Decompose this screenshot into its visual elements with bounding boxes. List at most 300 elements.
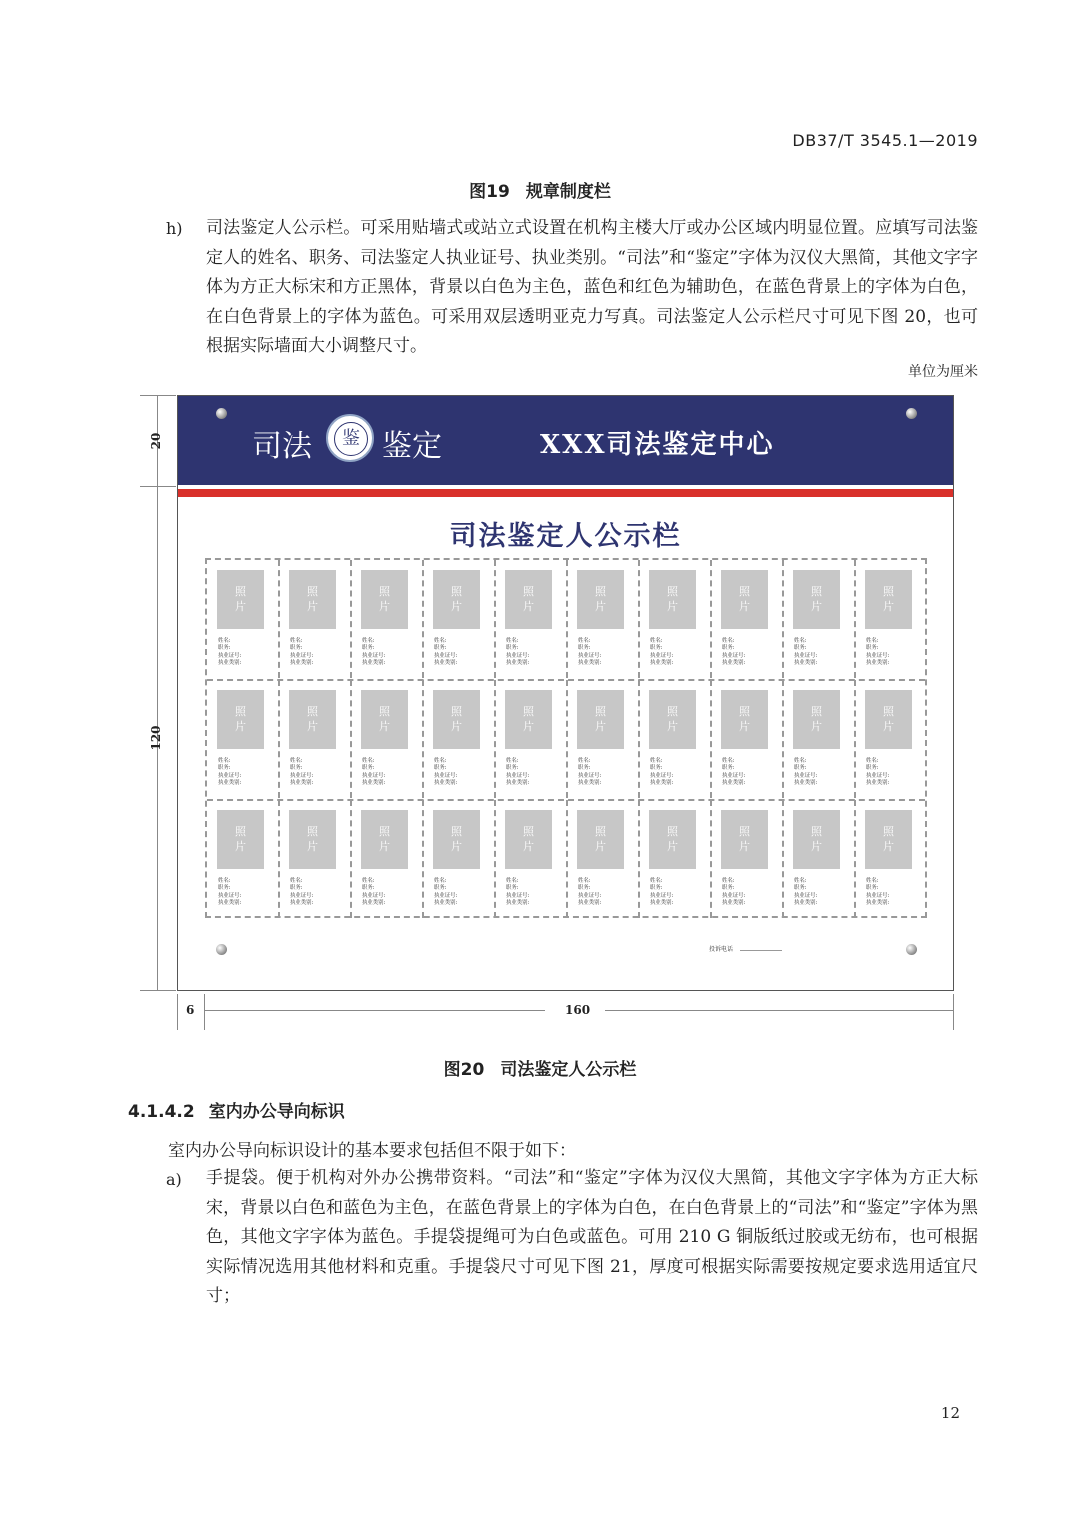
photo-placeholder — [649, 570, 696, 629]
photo-char: 片 — [667, 840, 678, 853]
info-category-label: 执业类别: — [506, 900, 530, 907]
person-info — [794, 758, 817, 788]
info-category-label: 执业类别: — [794, 900, 818, 907]
info-name-label: 姓名: — [434, 878, 447, 884]
photo-char: 片 — [739, 720, 750, 733]
photo-placeholder — [217, 810, 264, 869]
center-name: XXX司法鉴定中心 — [540, 430, 775, 460]
photo-placeholder — [721, 810, 768, 869]
info-category-label: 执业类别: — [650, 900, 674, 907]
person-info — [506, 758, 529, 788]
info-license-label: 执业证号: — [218, 892, 242, 899]
person-card — [711, 560, 783, 678]
photo-char: 照 — [235, 585, 246, 598]
photo-char: 照 — [451, 585, 462, 598]
figure19-title: 规章制度栏 — [525, 182, 611, 202]
dim-header-height: 20 — [149, 432, 163, 450]
info-name-label: 姓名: — [434, 758, 447, 764]
info-name-label: 姓名: — [722, 758, 735, 764]
complaint-phone-line — [740, 950, 782, 951]
info-position-label: 职务: — [722, 645, 735, 652]
info-position-label: 职务: — [218, 645, 231, 652]
photo-char: 片 — [451, 600, 462, 613]
info-position-label: 职务: — [578, 645, 591, 652]
photo-placeholder — [433, 570, 480, 629]
photo-placeholder — [577, 570, 624, 629]
person-card — [207, 800, 279, 918]
photo-char: 片 — [235, 840, 246, 853]
info-name-label: 姓名: — [578, 758, 591, 764]
photo-placeholder — [577, 810, 624, 869]
cell-divider — [494, 560, 496, 678]
photo-placeholder — [505, 570, 552, 629]
seal-icon — [326, 414, 374, 462]
person-card — [567, 560, 639, 678]
photo-char: 片 — [595, 600, 606, 613]
photo-char: 片 — [739, 840, 750, 853]
person-card — [423, 680, 495, 798]
info-name-label: 姓名: — [866, 638, 879, 644]
person-info — [434, 758, 457, 788]
info-license-label: 执业证号: — [506, 772, 530, 779]
photo-placeholder — [865, 570, 912, 629]
figure19-label: 图19 — [469, 182, 510, 202]
info-position-label: 职务: — [722, 885, 735, 892]
page-number: 12 — [940, 1404, 960, 1422]
person-card — [351, 800, 423, 918]
grid-row — [207, 800, 925, 918]
info-category-label: 执业类别: — [650, 660, 674, 667]
screw-icon — [216, 408, 227, 419]
person-card — [639, 800, 711, 918]
cell-divider — [350, 800, 352, 918]
info-name-label: 姓名: — [290, 638, 303, 644]
info-position-label: 职务: — [434, 885, 447, 892]
cell-divider — [566, 800, 568, 918]
info-license-label: 执业证号: — [290, 652, 314, 659]
dim-tick-top — [140, 395, 176, 396]
photo-char: 照 — [379, 705, 390, 718]
cell-divider — [566, 680, 568, 798]
photo-char: 照 — [379, 825, 390, 838]
section-heading — [128, 1097, 345, 1122]
photo-char: 照 — [451, 825, 462, 838]
info-category-label: 执业类别: — [218, 780, 242, 787]
info-category-label: 执业类别: — [218, 660, 242, 667]
info-license-label: 执业证号: — [722, 772, 746, 779]
cell-divider — [278, 680, 280, 798]
photo-char: 片 — [883, 600, 894, 613]
person-info — [578, 878, 601, 908]
cell-divider — [278, 800, 280, 918]
photo-char: 片 — [235, 720, 246, 733]
info-category-label: 执业类别: — [290, 780, 314, 787]
person-info — [722, 758, 745, 788]
cell-divider — [422, 560, 424, 678]
photo-placeholder — [577, 690, 624, 749]
info-license-label: 执业证号: — [578, 772, 602, 779]
cell-divider — [710, 560, 712, 678]
logo-text-right: 鉴定 — [382, 429, 442, 464]
info-name-label: 姓名: — [218, 758, 231, 764]
info-category-label: 执业类别: — [578, 900, 602, 907]
photo-placeholder — [289, 810, 336, 869]
item-h-text: 司法鉴定人公示栏。可采用贴墙式或站立式设置在机构主楼大厅或办公区域内明显位置。应填写司法鉴定人的姓名、职务、司法鉴定人执业证号、执业类别。“司法”和“鉴定”字体为汉仪大黑简，其他文字字体为方正大标宋和方正黑体，背景以白色为主色，蓝色和红色为辅助色，在蓝色背景上的字体为白色，在白色背景上的字体为蓝色。可采用双层透明亚克力写真。司法鉴定人公示栏尺寸可见下图 20，也可根据实际墙面大小调整尺寸。 — [206, 218, 978, 356]
cell-divider — [494, 680, 496, 798]
photo-char: 片 — [379, 720, 390, 733]
info-name-label: 姓名: — [794, 758, 807, 764]
photo-char: 照 — [739, 705, 750, 718]
photo-char: 照 — [523, 705, 534, 718]
info-position-label: 职务: — [290, 885, 303, 892]
person-card — [639, 560, 711, 678]
info-name-label: 姓名: — [290, 878, 303, 884]
photo-char: 片 — [595, 840, 606, 853]
cell-divider — [638, 560, 640, 678]
info-position-label: 职务: — [218, 765, 231, 772]
photo-char: 片 — [811, 600, 822, 613]
info-name-label: 姓名: — [650, 758, 663, 764]
cell-divider — [854, 560, 856, 678]
row-divider — [207, 679, 925, 681]
info-license-label: 执业证号: — [506, 652, 530, 659]
dim-vertical-line — [157, 395, 158, 991]
person-card — [855, 800, 927, 918]
info-position-label: 职务: — [794, 885, 807, 892]
item-a-label: a) — [166, 1170, 182, 1189]
photo-placeholder — [721, 570, 768, 629]
info-license-label: 执业证号: — [362, 772, 386, 779]
figure20-caption — [0, 1055, 1080, 1080]
info-license-label: 执业证号: — [434, 772, 458, 779]
person-card — [855, 560, 927, 678]
photo-char: 片 — [523, 600, 534, 613]
info-position-label: 职务: — [506, 645, 519, 652]
info-position-label: 职务: — [362, 885, 375, 892]
photo-char: 照 — [811, 825, 822, 838]
info-position-label: 职务: — [866, 885, 879, 892]
info-category-label: 执业类别: — [362, 660, 386, 667]
info-license-label: 执业证号: — [650, 772, 674, 779]
photo-char: 片 — [451, 840, 462, 853]
info-license-label: 执业证号: — [794, 892, 818, 899]
photo-char: 照 — [523, 585, 534, 598]
photo-char: 片 — [523, 720, 534, 733]
grid-row — [207, 560, 925, 678]
photo-placeholder — [289, 570, 336, 629]
photo-char: 片 — [523, 840, 534, 853]
person-card — [207, 560, 279, 678]
cell-divider — [422, 800, 424, 918]
info-position-label: 职务: — [650, 765, 663, 772]
person-card — [783, 800, 855, 918]
info-position-label: 职务: — [722, 765, 735, 772]
info-name-label: 姓名: — [866, 758, 879, 764]
info-name-label: 姓名: — [578, 638, 591, 644]
photo-char: 片 — [667, 600, 678, 613]
photo-placeholder — [217, 570, 264, 629]
info-position-label: 职务: — [434, 765, 447, 772]
person-info — [506, 878, 529, 908]
screw-icon — [906, 944, 917, 955]
info-license-label: 执业证号: — [794, 772, 818, 779]
person-info — [650, 758, 673, 788]
info-name-label: 姓名: — [650, 878, 663, 884]
photo-char: 照 — [523, 825, 534, 838]
photo-placeholder — [721, 690, 768, 749]
info-position-label: 职务: — [650, 885, 663, 892]
info-license-label: 执业证号: — [866, 892, 890, 899]
cell-divider — [566, 560, 568, 678]
photo-placeholder — [289, 690, 336, 749]
cell-divider — [782, 680, 784, 798]
info-license-label: 执业证号: — [362, 652, 386, 659]
person-info — [506, 638, 529, 668]
info-license-label: 执业证号: — [578, 892, 602, 899]
photo-char: 片 — [595, 720, 606, 733]
info-name-label: 姓名: — [794, 878, 807, 884]
info-category-label: 执业类别: — [866, 900, 890, 907]
info-category-label: 执业类别: — [794, 780, 818, 787]
info-license-label: 执业证号: — [434, 892, 458, 899]
photo-char: 照 — [811, 705, 822, 718]
info-name-label: 姓名: — [362, 758, 375, 764]
person-info — [362, 638, 385, 668]
photo-char: 照 — [379, 585, 390, 598]
info-license-label: 执业证号: — [434, 652, 458, 659]
standard-code: DB37/T 3545.1—2019 — [792, 131, 978, 150]
person-card — [207, 680, 279, 798]
person-info — [290, 878, 313, 908]
info-name-label: 姓名: — [218, 638, 231, 644]
cell-divider — [350, 560, 352, 678]
photo-char: 照 — [595, 585, 606, 598]
info-position-label: 职务: — [290, 645, 303, 652]
person-info — [794, 638, 817, 668]
cell-divider — [710, 680, 712, 798]
photo-placeholder — [649, 810, 696, 869]
person-info — [290, 758, 313, 788]
photo-char: 照 — [595, 705, 606, 718]
photo-char: 照 — [307, 585, 318, 598]
photo-placeholder — [649, 690, 696, 749]
intro-text: 室内办公导向标识设计的基本要求包括但不限于如下： — [168, 1141, 576, 1161]
info-name-label: 姓名: — [650, 638, 663, 644]
person-card — [783, 560, 855, 678]
info-name-label: 姓名: — [362, 638, 375, 644]
photo-char: 片 — [811, 840, 822, 853]
person-card — [567, 680, 639, 798]
person-info — [218, 878, 241, 908]
seal-glyph: 鉴 — [334, 422, 368, 456]
photo-char: 片 — [883, 840, 894, 853]
cell-divider — [782, 800, 784, 918]
photo-char: 片 — [883, 720, 894, 733]
info-position-label: 职务: — [434, 645, 447, 652]
row-divider — [207, 799, 925, 801]
photo-char: 照 — [451, 705, 462, 718]
photo-placeholder — [505, 810, 552, 869]
photo-placeholder — [793, 810, 840, 869]
photo-char: 照 — [595, 825, 606, 838]
info-name-label: 姓名: — [362, 878, 375, 884]
info-license-label: 执业证号: — [722, 652, 746, 659]
photo-placeholder — [361, 690, 408, 749]
info-position-label: 职务: — [578, 885, 591, 892]
dim-tick-right — [953, 994, 954, 1030]
screw-icon — [216, 944, 227, 955]
info-license-label: 执业证号: — [362, 892, 386, 899]
photo-char: 片 — [235, 600, 246, 613]
person-info — [722, 878, 745, 908]
info-license-label: 执业证号: — [290, 892, 314, 899]
photo-char: 照 — [739, 585, 750, 598]
dim-margin: 6 — [186, 1003, 195, 1017]
info-license-label: 执业证号: — [506, 892, 530, 899]
person-info — [650, 638, 673, 668]
person-info — [218, 758, 241, 788]
info-category-label: 执业类别: — [722, 660, 746, 667]
cell-divider — [494, 800, 496, 918]
person-card — [351, 560, 423, 678]
person-card — [567, 800, 639, 918]
info-name-label: 姓名: — [794, 638, 807, 644]
info-license-label: 执业证号: — [218, 772, 242, 779]
info-name-label: 姓名: — [506, 878, 519, 884]
person-card — [711, 680, 783, 798]
info-category-label: 执业类别: — [434, 900, 458, 907]
photo-char: 片 — [379, 840, 390, 853]
grid-row — [207, 680, 925, 798]
info-category-label: 执业类别: — [434, 780, 458, 787]
info-name-label: 姓名: — [218, 878, 231, 884]
dim-tick-left — [177, 994, 178, 1030]
person-info — [218, 638, 241, 668]
photo-char: 片 — [739, 600, 750, 613]
photo-char: 照 — [883, 825, 894, 838]
section-title: 室内办公导向标识 — [208, 1102, 345, 1122]
info-position-label: 职务: — [290, 765, 303, 772]
photo-char: 片 — [811, 720, 822, 733]
info-license-label: 执业证号: — [650, 892, 674, 899]
photo-placeholder — [361, 570, 408, 629]
photo-char: 片 — [307, 600, 318, 613]
photo-char: 片 — [307, 720, 318, 733]
item-a-text: 手提袋。便于机构对外办公携带资料。“司法”和“鉴定”字体为汉仪大黑简，其他文字字体为方正大标宋，背景以白色和蓝色为主色，在蓝色背景上的字体为白色，在白色背景上的“司法”和“鉴定”字体为黑色，其他文字字体为蓝色。手提袋提绳可为白色或蓝色。可用 210 G 铜版纸过胶或无纺布，也可根据实际情况选用其他材料和克重。手提袋尺寸可见下图 21，厚度可根据实际需要按规定要求选用适宜尺寸； — [206, 1168, 978, 1306]
photo-placeholder — [217, 690, 264, 749]
info-name-label: 姓名: — [722, 638, 735, 644]
photo-char: 片 — [451, 720, 462, 733]
info-license-label: 执业证号: — [218, 652, 242, 659]
info-name-label: 姓名: — [578, 878, 591, 884]
info-position-label: 职务: — [866, 765, 879, 772]
info-category-label: 执业类别: — [506, 660, 530, 667]
photo-placeholder — [433, 810, 480, 869]
info-category-label: 执业类别: — [650, 780, 674, 787]
photo-char: 片 — [379, 600, 390, 613]
photo-char: 照 — [667, 705, 678, 718]
info-license-label: 执业证号: — [794, 652, 818, 659]
person-card — [279, 800, 351, 918]
cell-divider — [278, 560, 280, 678]
person-card — [279, 680, 351, 798]
info-position-label: 职务: — [794, 765, 807, 772]
person-info — [794, 878, 817, 908]
person-card — [351, 680, 423, 798]
person-info — [866, 638, 889, 668]
photo-placeholder — [433, 690, 480, 749]
cell-divider — [710, 800, 712, 918]
info-name-label: 姓名: — [506, 758, 519, 764]
person-info — [866, 758, 889, 788]
person-card — [495, 800, 567, 918]
info-category-label: 执业类别: — [362, 780, 386, 787]
photo-placeholder — [793, 690, 840, 749]
notice-board — [177, 395, 954, 991]
info-category-label: 执业类别: — [722, 900, 746, 907]
photo-char: 片 — [307, 840, 318, 853]
cell-divider — [854, 800, 856, 918]
complaint-phone-label: 投诉电话 — [709, 946, 734, 953]
board-header — [178, 396, 953, 485]
photo-placeholder — [865, 810, 912, 869]
screw-icon — [906, 408, 917, 419]
person-info — [362, 758, 385, 788]
item-h-label: h) — [166, 219, 183, 238]
info-name-label: 姓名: — [866, 878, 879, 884]
photo-char: 照 — [883, 705, 894, 718]
figure19-caption — [0, 177, 1080, 202]
unit-note: 单位为厘米 — [908, 364, 978, 380]
cell-divider — [782, 560, 784, 678]
info-license-label: 执业证号: — [578, 652, 602, 659]
person-card — [423, 800, 495, 918]
dim-body-height: 120 — [149, 725, 163, 751]
info-category-label: 执业类别: — [866, 780, 890, 787]
info-category-label: 执业类别: — [434, 660, 458, 667]
person-info — [434, 878, 457, 908]
info-position-label: 职务: — [794, 645, 807, 652]
info-name-label: 姓名: — [290, 758, 303, 764]
photo-placeholder — [793, 570, 840, 629]
info-license-label: 执业证号: — [866, 652, 890, 659]
person-info — [578, 638, 601, 668]
photo-grid — [205, 558, 927, 918]
info-name-label: 姓名: — [434, 638, 447, 644]
info-category-label: 执业类别: — [722, 780, 746, 787]
person-card — [423, 560, 495, 678]
person-info — [650, 878, 673, 908]
board-title: 司法鉴定人公示栏 — [449, 521, 682, 552]
info-category-label: 执业类别: — [290, 900, 314, 907]
person-card — [639, 680, 711, 798]
figure20-title: 司法鉴定人公示栏 — [500, 1060, 637, 1080]
dim-tick-bottom — [140, 990, 176, 991]
photo-char: 照 — [811, 585, 822, 598]
photo-char: 照 — [307, 705, 318, 718]
info-position-label: 职务: — [362, 765, 375, 772]
info-license-label: 执业证号: — [650, 652, 674, 659]
person-card — [855, 680, 927, 798]
cell-divider — [638, 800, 640, 918]
person-info — [866, 878, 889, 908]
info-position-label: 职务: — [506, 885, 519, 892]
info-license-label: 执业证号: — [722, 892, 746, 899]
info-position-label: 职务: — [362, 645, 375, 652]
info-category-label: 执业类别: — [794, 660, 818, 667]
cell-divider — [854, 680, 856, 798]
person-info — [434, 638, 457, 668]
